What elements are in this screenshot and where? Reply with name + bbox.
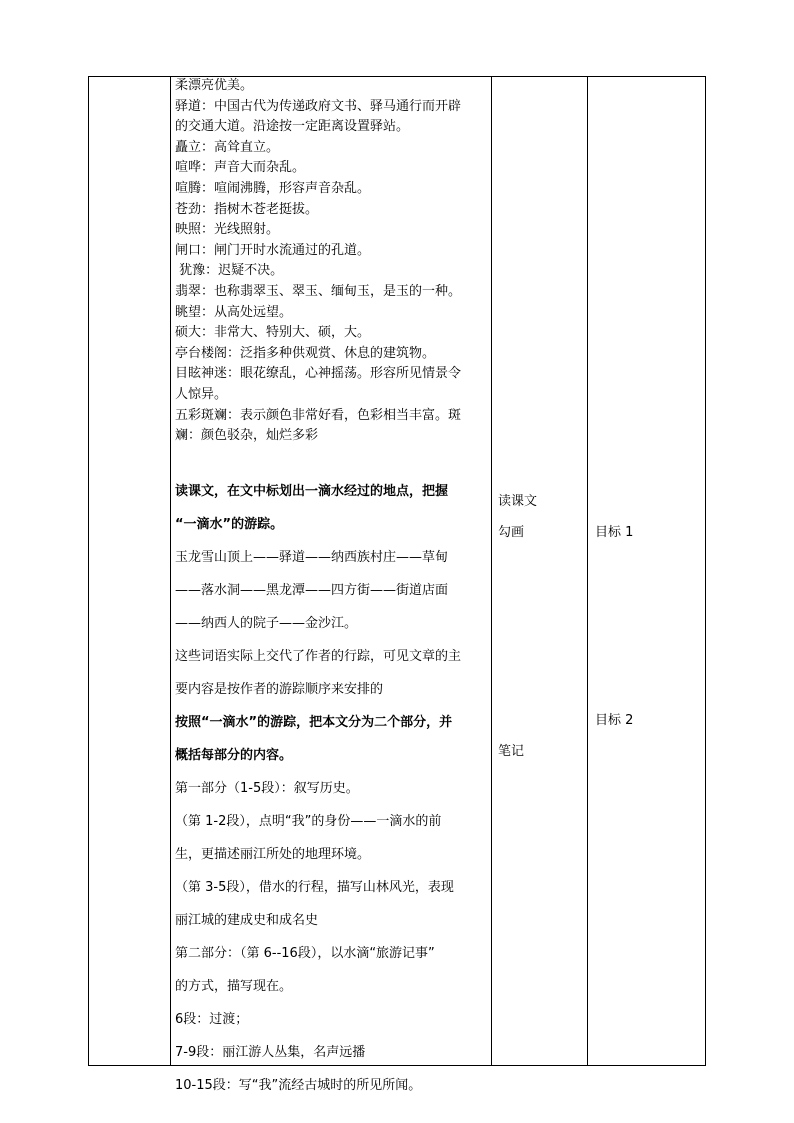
definition-line: 的交通大道。沿途按一定距离设置驿站。 bbox=[175, 119, 410, 135]
section-heading: 读课文，在文中标划出一滴水经过的地点，把握 bbox=[175, 484, 449, 499]
summary-line: 要内容是按作者的游踪顺序来安排的 bbox=[175, 682, 384, 697]
definition-line: 人惊异。 bbox=[175, 386, 228, 402]
goal-2: 目标 2 bbox=[595, 713, 634, 728]
definition-line: 亭台楼阁：泛指多种供观赏、休息的建筑物。 bbox=[175, 345, 436, 361]
route-line: ——落水洞——黑龙潭——四方街——街道店面 bbox=[175, 583, 449, 598]
definition-line: 硕大：非常大、特别大、硕，大。 bbox=[175, 325, 371, 341]
definition-line: 映照：光线照射。 bbox=[175, 222, 280, 238]
outline-line: 10-15段：写“我”流经古城时的所见所闻。 bbox=[175, 1078, 422, 1093]
definition-line: 斓：颜色驳杂，灿烂多彩 bbox=[175, 428, 319, 444]
section-heading: “一滴水”的游踪。 bbox=[175, 517, 284, 532]
definition-line: 苍劲：指树木苍老挺拔。 bbox=[175, 201, 319, 217]
summary-line: 这些词语实际上交代了作者的行踪，可见文章的主 bbox=[175, 649, 462, 664]
route-line: 玉龙雪山顶上——驿道——纳西族村庄——草甸 bbox=[175, 550, 449, 565]
outline-line: 生，更描述丽江所处的地理环境。 bbox=[175, 847, 371, 862]
section-heading: 概括每部分的内容。 bbox=[175, 748, 293, 763]
column-divider bbox=[587, 77, 588, 1065]
outline-line: 的方式，描写现在。 bbox=[175, 979, 293, 994]
lesson-table bbox=[88, 76, 706, 1093]
activity-read: 读课文 bbox=[498, 494, 538, 509]
definition-line: 柔漂亮优美。 bbox=[175, 78, 254, 93]
definition-line: 矗立：高耸直立。 bbox=[175, 139, 280, 155]
definition-line: 犹豫：迟疑不决。 bbox=[175, 263, 284, 279]
definition-line: 闸口：闸门开时水流通过的孔道。 bbox=[175, 242, 371, 258]
definition-line: 眺望：从高处远望。 bbox=[175, 304, 293, 320]
activity-mark: 勾画 bbox=[498, 525, 525, 540]
outline-line: 6段：过渡； bbox=[175, 1012, 249, 1027]
definition-line: 驿道：中国古代为传递政府文书、驿马通行而开辟 bbox=[175, 98, 462, 114]
outline-line: 第二部分：（第 6--16段），以水滴“旅游记事” bbox=[175, 946, 435, 961]
definition-line: 喧哗：声音大而杂乱。 bbox=[175, 160, 306, 176]
outline-line: 第一部分（1-5段）：叙写历史。 bbox=[175, 781, 359, 796]
definition-line: 目眩神迷：眼花缭乱，心神摇荡。形容所见情景令 bbox=[175, 366, 462, 382]
content-column bbox=[171, 77, 491, 1093]
outline-line: （第 3-5段），借水的行程，描写山林风光，表现 bbox=[175, 880, 454, 895]
outline-line: （第 1-2段），点明“我”的身份——一滴水的前 bbox=[175, 814, 442, 829]
definition-line: 五彩斑斓：表示颜色非常好看，色彩相当丰富。斑 bbox=[175, 407, 462, 423]
goal-1: 目标 1 bbox=[595, 525, 634, 540]
outline-line: 丽江城的建成史和成名史 bbox=[175, 913, 319, 928]
activity-notes: 笔记 bbox=[498, 744, 525, 759]
route-line: ——纳西人的院子——金沙江。 bbox=[175, 616, 358, 631]
definition-line: 喧腾：喧闹沸腾，形容声音杂乱。 bbox=[175, 180, 371, 196]
section-heading: 按照“一滴水”的游踪，把本文分为二个部分，并 bbox=[175, 715, 453, 730]
reading-section bbox=[171, 475, 495, 1102]
outline-line: 7-9段：丽江游人丛集，名声远播 bbox=[175, 1045, 366, 1060]
word-definitions bbox=[171, 76, 491, 447]
definition-line: 翡翠：也称翡翠玉、翠玉、缅甸玉，是玉的一种。 bbox=[175, 283, 462, 299]
